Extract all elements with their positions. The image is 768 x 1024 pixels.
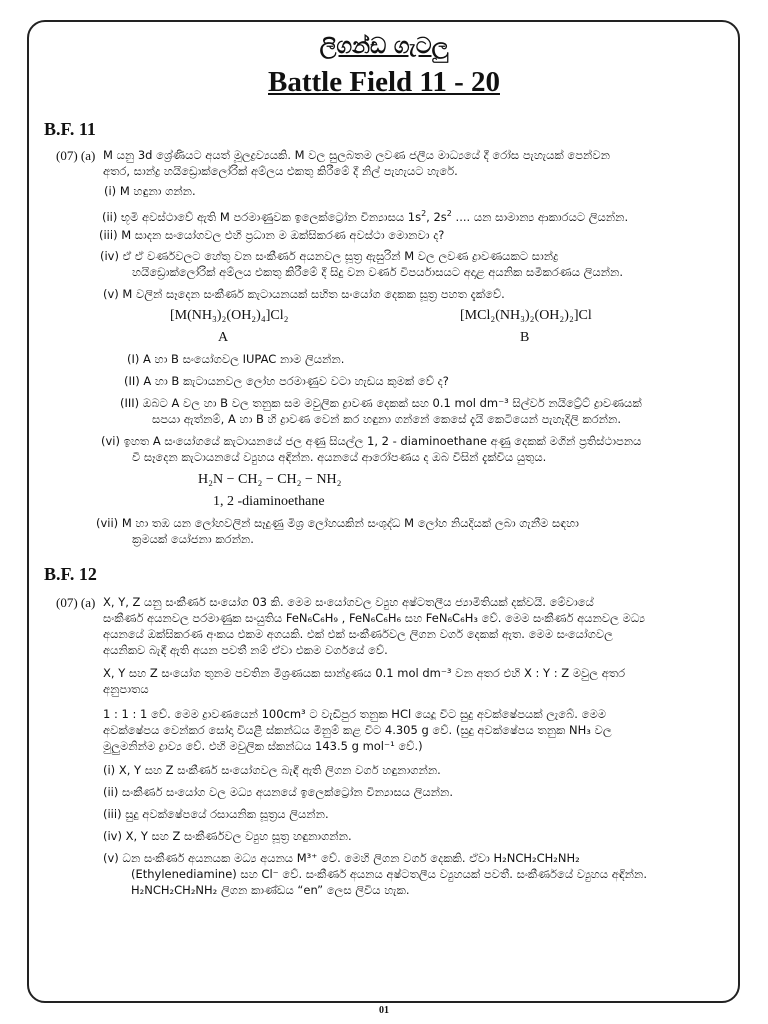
bf11-intro-line-2: අතර, සාන්ද්‍ර හයිඩ්‍රොක්ලෝරික් අම්ලය එකතු කිරීමේ දී නිල් පැහැයට හැරේ. (103, 164, 458, 178)
bf12-part-i: (i) X, Y සහ Z සංකීර්ණ සංයෝගවල බැඳී ඇති ලිගන වර්ග හඳුනාගන්න. (103, 763, 441, 777)
diaminoethane-formula: H₂N − CH₂ − CH₂ − NH₂ (198, 472, 342, 487)
bf11-part-v-III-line-2: සපයා ඇත්නම්, A හා B හි ද්‍රාවණ වෙන් කර හඳුනා ගන්නේ කෙසේ දැයි කෙටියෙන් පැහැදිලි කරන්න. (152, 412, 621, 426)
compound-a-label: A (218, 330, 229, 345)
bf11-part-ii: (ii) භූමි අවස්ථාවේ ඇති M පරමාණුවක ඉලෙක්ට්‍රෝන වින්‍යාසය $1s^2$, $2s^2$ .... යන සාමාන්‍ය ආකාරයට ලියන්න. (102, 209, 629, 224)
bf11-part-iii: (iii) M සාදන සංයෝගවල එහි ප්‍රධාන ම ඔක්සිකරණ අවස්ථා මොනවා ද? (99, 228, 445, 242)
question-label: (07) (a) (56, 595, 96, 610)
bf12-part-v-line-2: (Ethylenediamine) සහ Cl⁻ වේ. සංකීර්ණ අයනය අෂ්ටතලීය ව්‍යුහයක් පවතී. සංකීර්ණයේ ව්‍යුහය අඳින්න. (131, 867, 647, 881)
bf11-part-v-II: (II) A හා B කැටායනවල ලෝහ පරමාණුව වටා හැඩය කුමක් වේ ද? (124, 374, 449, 388)
bf11-part-v: (v) M වලින් සෑදෙන සංකීර්ණ කැටායනයක් සහිත සංයෝග දෙකක සූත්‍ර පහත දැක්වේ. (103, 287, 505, 301)
compound-a-formula: [M(NH₃)₂(OH₂)₄]Cl₂ (170, 308, 289, 323)
bf11-part-vii-line-2: ක්‍රමයක් යෝජනා කරන්න. (132, 532, 254, 546)
bf12-part-iv: (iv) X, Y සහ Z සංකීර්ණවල ව්‍යුහ සූත්‍ර හඳුනාගන්න. (103, 829, 352, 843)
bf12-part-ii: (ii) සංකීර්ණ සංයෝග වල මධ්‍ය අයනයේ ඉලෙක්ට්‍රෝන වින්‍යාසය ලියන්න. (103, 785, 454, 799)
bf11-part-vi-line-1: (vi) ඉහත A සංයෝගයේ කැටායනයේ ජල අණු සියල්ල 1, 2 - diaminoethane අණු දෙකක් මගින් ප්‍රතිස්ථාපනය (101, 434, 642, 448)
bf11-part-v-I: (I) A හා B සංයෝගවල IUPAC නාම ලියන්න. (127, 352, 345, 366)
bf11-part-iv-line-2: හයිඩ්‍රොක්ලෝරික් අම්ලය එකතු කිරීමේ දී සිදු වන වර්ණ විපර්යාසයට අදාළ අයනික සමීකරණය ලියන්න. (132, 265, 624, 279)
bf12-part-v-line-3: H₂NCH₂CH₂NH₂ ලිගන කාණ්ඩය “en” ලෙස ලිවිය හැක. (131, 883, 410, 897)
bf12-part-iii: (iii) සුදු අවක්ෂේපයේ රසායනික සූත්‍රය ලියන්න. (103, 807, 329, 821)
bf12-para1-line-2: සංකීර්ණ අයනවල පරමාණුක සංයුතිය FeN₆C₆H₉ , FeN₆C₆H₆ සහ FeN₆C₆H₃ වේ. මෙම සංකීර්ණ අයනවල මධ්‍ය (103, 611, 645, 625)
bf12-para3-line-1: 1 : 1 : 1 වේ. මෙම ද්‍රාවණයෙන් 100cm³ ට වැඩිපුර තනුක HCl යෙදූ විට සුදු අවක්ෂේපයක් ලැබේ. මෙම (103, 707, 606, 721)
diaminoethane-name: 1, 2 -diaminoethane (213, 494, 325, 509)
bf12-para1-line-4: අයනිකව බැඳී ඇති අයන පවතී නම් ඒවා එකම වර්ගයේ වේ. (103, 643, 388, 657)
section-heading-bf12: B.F. 12 (44, 564, 97, 584)
bf11-part-vi-line-2: වී සෑදෙන කැටායනයේ ව්‍යුහය අඳින්න. අයනයේ ආරෝපණය ද ඔබ විසින් දැක්විය යුතුය. (132, 450, 547, 464)
bf12-para2-line-2: අනුපාතය (103, 682, 149, 696)
question-label: (07) (a) (56, 148, 96, 163)
title-sinhala: ලිගන්ඩ ගැටලු (319, 34, 449, 59)
bf12-para3-line-3: මුලුමනින්ම ද්‍රාව්‍ය වේ. එහි මවුලික ස්කන්ධය 143.5 g mol⁻¹ වේ.) (103, 739, 423, 753)
bf12-para1-line-3: අයනයේ ඔක්සිකරණ අංකය එකම අගයකි. එක් එක් සංකීර්ණවල ලිගන වර්ග දෙකක් ඇත. මෙම සංයෝගවල (103, 627, 613, 641)
title-english: Battle Field 11 - 20 (268, 66, 500, 98)
bf11-part-v-III-line-1: (III) ඔබට A වල හා B වල තනුක සම මවුලික ද්‍රාවණ දෙකක් සහ 0.1 mol dm⁻³ සිල්වර් නයිට්‍රේට් ද්‍රාවණයක් (120, 396, 642, 410)
page-number: 01 (379, 1005, 389, 1016)
section-heading-bf11: B.F. 11 (44, 119, 96, 139)
bf12-para2-line-1: X, Y සහ Z සංයෝග තුනම පවතින මිශ්‍රණයක සාන්ද්‍රණය 0.1 mol dm⁻³ වන අතර එහි X : Y : Z මවුල අතර (103, 666, 626, 680)
bf11-intro-line-1: M යනු 3d ශ්‍රේණියට අයත් මූලද්‍රව්‍යයකි. M වල සුලබතම ලවණ ජලීය මාධ්‍යයේ දී රෝස පැහැයක් පෙන්වන (103, 148, 610, 162)
bf12-part-v-line-1: (v) ධන සංකීර්ණ අයනයක මධ්‍ය අයනය M³⁺ වේ. මෙහි ලිගන වර්ග දෙකකි. ඒවා H₂NCH₂CH₂NH₂ (103, 851, 580, 865)
bf12-para1-line-1: X, Y, Z යනු සංකීර්ණ සංයෝග 03 කි. මෙම සංයෝගවල ව්‍යුහ අෂ්ටතලීය ජ්‍යාමිතියක් දක්වයි. මේවායේ (103, 595, 594, 609)
bf11-part-iv-line-1: (iv) ඒ ඒ වර්ණවලට හේතු වන සංකීර්ණ අයනවල සූත්‍ර ඇසුරින් M වල ලවණ ද්‍රාවණයකට සාන්ද්‍ර (100, 249, 559, 263)
bf11-part-i: (i) M හඳුනා ගන්න. (104, 184, 196, 198)
bf12-para3-line-2: අවක්ෂේපය වෙන්කර සෝදා වියළී ස්කන්ධය මිනුම් කළ විට 4.305 g වේ. (සුදු අවක්ෂේපය තනුක NH₃ වල (103, 723, 612, 737)
compound-b-label: B (520, 330, 530, 345)
bf11-part-vii-line-1: (vii) M හා තඹ යන ලෝහවලින් සෑදුණු මිශ්‍ර ලෝහයකින් සංශුද්ධ M ලෝහ නියදියක් ලබා ගැනීම සඳහා (96, 516, 579, 530)
compound-b-formula: [MCl₂(NH₃)₂(OH₂)₂]Cl (460, 308, 592, 323)
